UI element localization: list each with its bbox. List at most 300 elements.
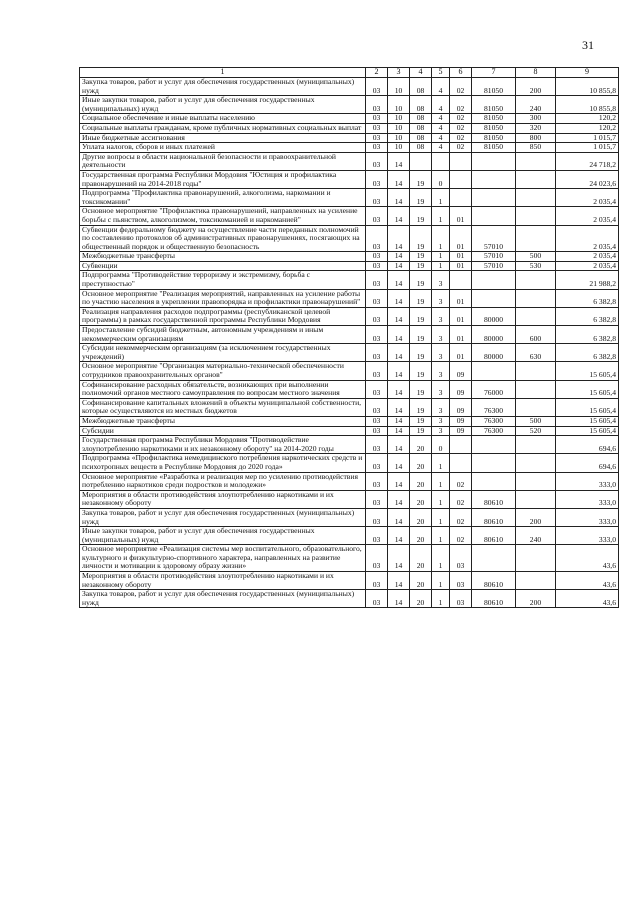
code-cell-c4: 08 bbox=[410, 123, 432, 133]
code-cell-c9: 15 605,4 bbox=[556, 380, 619, 398]
code-cell-c8: 530 bbox=[516, 261, 556, 271]
code-cell-c8: 320 bbox=[516, 123, 556, 133]
code-cell-c9: 694,6 bbox=[556, 454, 619, 472]
row-name-cell: Закупка товаров, работ и услуг для обеспечения государственных (муниципальных) нужд bbox=[80, 508, 366, 526]
code-cell-c9: 120,2 bbox=[556, 123, 619, 133]
code-cell-c5: 1 bbox=[432, 508, 450, 526]
code-cell-c2: 03 bbox=[366, 123, 388, 133]
code-cell-c3: 14 bbox=[388, 527, 410, 545]
code-cell-c3: 14 bbox=[388, 225, 410, 252]
row-name-cell: Подпрограмма «Профилактика немедицинского потребления наркотических средств и психотропных веществ в Республике Мордовия до 2020 года» bbox=[80, 454, 366, 472]
code-cell-c7 bbox=[472, 271, 516, 289]
code-cell-c8 bbox=[516, 545, 556, 572]
header-cell: 1 bbox=[80, 68, 366, 78]
code-cell-c4: 19 bbox=[410, 362, 432, 380]
code-cell-c3: 14 bbox=[388, 490, 410, 508]
code-cell-c5: 1 bbox=[432, 590, 450, 608]
code-cell-c4: 08 bbox=[410, 96, 432, 114]
row-name-cell: Государственная программа Республики Мордовия "Юстиция и профилактика правонарушений на 2014-2018 годы" bbox=[80, 170, 366, 188]
code-cell-c6: 02 bbox=[450, 78, 472, 96]
code-cell-c6 bbox=[450, 189, 472, 207]
code-cell-c5: 1 bbox=[432, 189, 450, 207]
code-cell-c4: 19 bbox=[410, 252, 432, 262]
row-name-cell: Основное мероприятие "Реализация мероприятий, направленных на усиление работы по участию населения в укреплении правопорядка и профилактики правонарушений" bbox=[80, 289, 366, 307]
code-cell-c6: 01 bbox=[450, 225, 472, 252]
code-cell-c3: 14 bbox=[388, 508, 410, 526]
code-cell-c5: 1 bbox=[432, 490, 450, 508]
code-cell-c5: 1 bbox=[432, 472, 450, 490]
code-cell-c7: 81050 bbox=[472, 78, 516, 96]
code-cell-c7: 81050 bbox=[472, 96, 516, 114]
code-cell-c4: 19 bbox=[410, 189, 432, 207]
code-cell-c4: 20 bbox=[410, 472, 432, 490]
code-cell-c3: 14 bbox=[388, 426, 410, 436]
code-cell-c5: 1 bbox=[432, 572, 450, 590]
code-cell-c2: 03 bbox=[366, 252, 388, 262]
code-cell-c2: 03 bbox=[366, 207, 388, 225]
code-cell-c2: 03 bbox=[366, 143, 388, 153]
row-name-cell: Основное мероприятие "Профилактика правонарушений, направленных на усиление борьбы с пьянством, алкоголизмом, токсикоманией и наркоманией" bbox=[80, 207, 366, 225]
code-cell-c7: 80610 bbox=[472, 508, 516, 526]
code-cell-c8: 600 bbox=[516, 326, 556, 344]
code-cell-c6 bbox=[450, 152, 472, 170]
code-cell-c5: 3 bbox=[432, 289, 450, 307]
code-cell-c9: 694,6 bbox=[556, 436, 619, 454]
code-cell-c2: 03 bbox=[366, 261, 388, 271]
table-row bbox=[80, 436, 619, 454]
code-cell-c9: 15 605,4 bbox=[556, 426, 619, 436]
code-cell-c5: 1 bbox=[432, 545, 450, 572]
table-row bbox=[80, 143, 619, 153]
code-cell-c3: 14 bbox=[388, 416, 410, 426]
code-cell-c3: 10 bbox=[388, 114, 410, 124]
code-cell-c8 bbox=[516, 307, 556, 325]
code-cell-c5: 1 bbox=[432, 252, 450, 262]
code-cell-c8: 500 bbox=[516, 416, 556, 426]
table-row bbox=[80, 207, 619, 225]
code-cell-c9: 2 035,4 bbox=[556, 189, 619, 207]
code-cell-c2: 03 bbox=[366, 152, 388, 170]
code-cell-c3: 14 bbox=[388, 307, 410, 325]
table-row bbox=[80, 344, 619, 362]
code-cell-c5 bbox=[432, 152, 450, 170]
code-cell-c9: 6 382,8 bbox=[556, 344, 619, 362]
table-row bbox=[80, 545, 619, 572]
code-cell-c7: 80000 bbox=[472, 307, 516, 325]
table-header-row bbox=[80, 68, 619, 78]
code-cell-c3: 10 bbox=[388, 143, 410, 153]
row-name-cell: Мероприятия в области противодействия злоупотреблению наркотиками и их незаконному обороту bbox=[80, 572, 366, 590]
row-name-cell: Межбюджетные трансферты bbox=[80, 252, 366, 262]
code-cell-c5: 3 bbox=[432, 326, 450, 344]
code-cell-c9: 15 605,4 bbox=[556, 362, 619, 380]
code-cell-c2: 03 bbox=[366, 289, 388, 307]
code-cell-c4: 20 bbox=[410, 527, 432, 545]
code-cell-c4: 19 bbox=[410, 398, 432, 416]
code-cell-c4: 19 bbox=[410, 225, 432, 252]
table-row bbox=[80, 416, 619, 426]
code-cell-c3: 14 bbox=[388, 170, 410, 188]
code-cell-c9: 6 382,8 bbox=[556, 326, 619, 344]
code-cell-c7 bbox=[472, 362, 516, 380]
table-row bbox=[80, 572, 619, 590]
code-cell-c2: 03 bbox=[366, 472, 388, 490]
row-name-cell: Государственная программа Республики Мордовия "Противодействие злоупотреблению наркотиками и их незаконному обороту" на 2014-2020 годы bbox=[80, 436, 366, 454]
code-cell-c7: 80610 bbox=[472, 572, 516, 590]
row-name-cell: Подпрограмма "Противодействие терроризму и экстремизму, борьба с преступностью" bbox=[80, 271, 366, 289]
code-cell-c6: 09 bbox=[450, 416, 472, 426]
code-cell-c8 bbox=[516, 572, 556, 590]
code-cell-c7: 76300 bbox=[472, 398, 516, 416]
table-row bbox=[80, 380, 619, 398]
code-cell-c4: 08 bbox=[410, 143, 432, 153]
table-row bbox=[80, 590, 619, 608]
code-cell-c9: 43,6 bbox=[556, 545, 619, 572]
code-cell-c4: 19 bbox=[410, 271, 432, 289]
header-cell: 5 bbox=[432, 68, 450, 78]
code-cell-c4: 08 bbox=[410, 114, 432, 124]
code-cell-c9: 6 382,8 bbox=[556, 289, 619, 307]
header-cell: 3 bbox=[388, 68, 410, 78]
code-cell-c6: 01 bbox=[450, 207, 472, 225]
code-cell-c7: 80610 bbox=[472, 527, 516, 545]
code-cell-c9: 120,2 bbox=[556, 114, 619, 124]
code-cell-c4 bbox=[410, 152, 432, 170]
code-cell-c3: 14 bbox=[388, 398, 410, 416]
table-row bbox=[80, 508, 619, 526]
code-cell-c2: 03 bbox=[366, 362, 388, 380]
code-cell-c7 bbox=[472, 152, 516, 170]
code-cell-c2: 03 bbox=[366, 545, 388, 572]
code-cell-c8: 630 bbox=[516, 344, 556, 362]
header-cell: 7 bbox=[472, 68, 516, 78]
table-row bbox=[80, 271, 619, 289]
code-cell-c5: 4 bbox=[432, 123, 450, 133]
code-cell-c4: 20 bbox=[410, 454, 432, 472]
code-cell-c6: 09 bbox=[450, 398, 472, 416]
code-cell-c3: 10 bbox=[388, 133, 410, 143]
code-cell-c2: 03 bbox=[366, 78, 388, 96]
code-cell-c5: 1 bbox=[432, 527, 450, 545]
code-cell-c8 bbox=[516, 207, 556, 225]
code-cell-c7 bbox=[472, 170, 516, 188]
code-cell-c3: 10 bbox=[388, 123, 410, 133]
code-cell-c4: 19 bbox=[410, 289, 432, 307]
table-row bbox=[80, 454, 619, 472]
code-cell-c2: 03 bbox=[366, 170, 388, 188]
code-cell-c8: 240 bbox=[516, 527, 556, 545]
code-cell-c9: 10 855,8 bbox=[556, 78, 619, 96]
code-cell-c7: 80000 bbox=[472, 344, 516, 362]
code-cell-c3: 14 bbox=[388, 472, 410, 490]
code-cell-c3: 10 bbox=[388, 78, 410, 96]
code-cell-c5: 3 bbox=[432, 307, 450, 325]
code-cell-c7 bbox=[472, 189, 516, 207]
row-name-cell: Субсидии bbox=[80, 426, 366, 436]
code-cell-c4: 19 bbox=[410, 380, 432, 398]
row-name-cell: Социальные выплаты гражданам, кроме публичных нормативных социальных выплат bbox=[80, 123, 366, 133]
code-cell-c6: 02 bbox=[450, 472, 472, 490]
row-name-cell: Иные бюджетные ассигнования bbox=[80, 133, 366, 143]
row-name-cell: Основное мероприятие «Разработка и реализация мер по усилению противодействия потреблению наркотиков среди подростков и молодежи» bbox=[80, 472, 366, 490]
code-cell-c7: 76000 bbox=[472, 380, 516, 398]
row-name-cell: Иные закупки товаров, работ и услуг для обеспечения государственных (муниципальных) нужд bbox=[80, 96, 366, 114]
code-cell-c8: 800 bbox=[516, 133, 556, 143]
code-cell-c9: 333,0 bbox=[556, 490, 619, 508]
code-cell-c6: 03 bbox=[450, 545, 472, 572]
code-cell-c8: 500 bbox=[516, 252, 556, 262]
code-cell-c5: 1 bbox=[432, 261, 450, 271]
code-cell-c6: 01 bbox=[450, 252, 472, 262]
table-row bbox=[80, 96, 619, 114]
code-cell-c9: 10 855,8 bbox=[556, 96, 619, 114]
header-cell: 6 bbox=[450, 68, 472, 78]
code-cell-c2: 03 bbox=[366, 398, 388, 416]
row-name-cell: Субвенции bbox=[80, 261, 366, 271]
code-cell-c5: 1 bbox=[432, 454, 450, 472]
code-cell-c7 bbox=[472, 289, 516, 307]
code-cell-c4: 20 bbox=[410, 436, 432, 454]
code-cell-c7: 76300 bbox=[472, 416, 516, 426]
code-cell-c6: 01 bbox=[450, 261, 472, 271]
code-cell-c6: 09 bbox=[450, 362, 472, 380]
code-cell-c3: 14 bbox=[388, 271, 410, 289]
code-cell-c2: 03 bbox=[366, 225, 388, 252]
code-cell-c7 bbox=[472, 545, 516, 572]
code-cell-c3: 14 bbox=[388, 362, 410, 380]
code-cell-c6: 02 bbox=[450, 527, 472, 545]
table-row bbox=[80, 307, 619, 325]
code-cell-c2: 03 bbox=[366, 416, 388, 426]
code-cell-c7: 81050 bbox=[472, 114, 516, 124]
code-cell-c8: 200 bbox=[516, 508, 556, 526]
table-row bbox=[80, 398, 619, 416]
code-cell-c3: 14 bbox=[388, 252, 410, 262]
table-row bbox=[80, 78, 619, 96]
code-cell-c8 bbox=[516, 490, 556, 508]
code-cell-c5: 3 bbox=[432, 344, 450, 362]
code-cell-c5: 0 bbox=[432, 436, 450, 454]
code-cell-c9: 43,6 bbox=[556, 590, 619, 608]
code-cell-c4: 20 bbox=[410, 490, 432, 508]
code-cell-c4: 20 bbox=[410, 590, 432, 608]
code-cell-c3: 14 bbox=[388, 572, 410, 590]
code-cell-c6: 01 bbox=[450, 344, 472, 362]
code-cell-c6: 09 bbox=[450, 426, 472, 436]
row-name-cell: Другие вопросы в области национальной безопасности и правоохранительной деятельности bbox=[80, 152, 366, 170]
code-cell-c3: 10 bbox=[388, 96, 410, 114]
code-cell-c4: 08 bbox=[410, 78, 432, 96]
row-name-cell: Подпрограмма "Профилактика правонарушений, алкоголизма, наркомании и токсикомании" bbox=[80, 189, 366, 207]
code-cell-c8 bbox=[516, 170, 556, 188]
code-cell-c4: 19 bbox=[410, 207, 432, 225]
code-cell-c4: 19 bbox=[410, 426, 432, 436]
code-cell-c8: 200 bbox=[516, 590, 556, 608]
code-cell-c6: 01 bbox=[450, 307, 472, 325]
code-cell-c5: 3 bbox=[432, 426, 450, 436]
code-cell-c5: 4 bbox=[432, 96, 450, 114]
code-cell-c7: 81050 bbox=[472, 123, 516, 133]
code-cell-c3: 14 bbox=[388, 344, 410, 362]
code-cell-c5: 4 bbox=[432, 78, 450, 96]
code-cell-c6: 02 bbox=[450, 143, 472, 153]
code-cell-c4: 20 bbox=[410, 572, 432, 590]
code-cell-c9: 333,0 bbox=[556, 472, 619, 490]
header-cell: 4 bbox=[410, 68, 432, 78]
code-cell-c6 bbox=[450, 436, 472, 454]
code-cell-c7: 81050 bbox=[472, 133, 516, 143]
table-row bbox=[80, 189, 619, 207]
page-number: 31 bbox=[582, 38, 594, 52]
code-cell-c2: 03 bbox=[366, 436, 388, 454]
code-cell-c9: 24 718,2 bbox=[556, 152, 619, 170]
code-cell-c9: 21 988,2 bbox=[556, 271, 619, 289]
code-cell-c9: 2 035,4 bbox=[556, 261, 619, 271]
code-cell-c8 bbox=[516, 454, 556, 472]
code-cell-c3: 14 bbox=[388, 545, 410, 572]
code-cell-c6: 01 bbox=[450, 289, 472, 307]
row-name-cell: Межбюджетные трансферты bbox=[80, 416, 366, 426]
code-cell-c8 bbox=[516, 152, 556, 170]
code-cell-c4: 19 bbox=[410, 416, 432, 426]
table-row bbox=[80, 225, 619, 252]
code-cell-c5: 3 bbox=[432, 362, 450, 380]
code-cell-c7 bbox=[472, 207, 516, 225]
row-name-cell: Субсидии некоммерческим организациям (за исключением государственных учреждений) bbox=[80, 344, 366, 362]
code-cell-c3: 14 bbox=[388, 436, 410, 454]
code-cell-c7: 80610 bbox=[472, 490, 516, 508]
code-cell-c4: 20 bbox=[410, 508, 432, 526]
table-row bbox=[80, 123, 619, 133]
code-cell-c6: 09 bbox=[450, 380, 472, 398]
code-cell-c2: 03 bbox=[366, 326, 388, 344]
code-cell-c4: 19 bbox=[410, 307, 432, 325]
table-row bbox=[80, 152, 619, 170]
code-cell-c2: 03 bbox=[366, 454, 388, 472]
row-name-cell: Иные закупки товаров, работ и услуг для обеспечения государственных (муниципальных) нужд bbox=[80, 527, 366, 545]
code-cell-c2: 03 bbox=[366, 527, 388, 545]
code-cell-c6: 01 bbox=[450, 326, 472, 344]
row-name-cell: Софинансирование капитальных вложений в объекты муниципальной собственности, которые осуществляются из местных бюджетов bbox=[80, 398, 366, 416]
code-cell-c9: 333,0 bbox=[556, 527, 619, 545]
code-cell-c7: 80000 bbox=[472, 326, 516, 344]
code-cell-c2: 03 bbox=[366, 114, 388, 124]
code-cell-c3: 14 bbox=[388, 152, 410, 170]
table-row bbox=[80, 289, 619, 307]
code-cell-c9: 15 605,4 bbox=[556, 416, 619, 426]
row-name-cell: Софинансирование расходных обязательств, возникающих при выполнении полномочий органов местного самоуправления по вопросам местного значения bbox=[80, 380, 366, 398]
code-cell-c5: 0 bbox=[432, 170, 450, 188]
code-cell-c5: 4 bbox=[432, 133, 450, 143]
code-cell-c4: 19 bbox=[410, 261, 432, 271]
code-cell-c4: 19 bbox=[410, 344, 432, 362]
code-cell-c4: 19 bbox=[410, 326, 432, 344]
code-cell-c5: 1 bbox=[432, 225, 450, 252]
code-cell-c6: 02 bbox=[450, 96, 472, 114]
row-name-cell: Мероприятия в области противодействия злоупотреблению наркотиками и их незаконному обороту bbox=[80, 490, 366, 508]
code-cell-c4: 08 bbox=[410, 133, 432, 143]
code-cell-c7: 81050 bbox=[472, 143, 516, 153]
code-cell-c7: 57010 bbox=[472, 261, 516, 271]
code-cell-c7: 57010 bbox=[472, 225, 516, 252]
code-cell-c3: 14 bbox=[388, 207, 410, 225]
table-row bbox=[80, 527, 619, 545]
code-cell-c9: 1 015,7 bbox=[556, 143, 619, 153]
code-cell-c2: 03 bbox=[366, 426, 388, 436]
code-cell-c8 bbox=[516, 436, 556, 454]
code-cell-c6: 03 bbox=[450, 572, 472, 590]
code-cell-c8 bbox=[516, 271, 556, 289]
row-name-cell: Уплата налогов, сборов и иных платежей bbox=[80, 143, 366, 153]
table-row bbox=[80, 362, 619, 380]
code-cell-c5: 3 bbox=[432, 271, 450, 289]
row-name-cell: Предоставление субсидий бюджетным, автономным учреждениям и иным некоммерческим организациям bbox=[80, 326, 366, 344]
row-name-cell: Реализация направления расходов подпрограммы (республиканской целевой программы) в рамках государственной программы Республики Мордовия bbox=[80, 307, 366, 325]
table-row bbox=[80, 490, 619, 508]
code-cell-c6: 02 bbox=[450, 490, 472, 508]
code-cell-c2: 03 bbox=[366, 590, 388, 608]
code-cell-c5: 3 bbox=[432, 380, 450, 398]
code-cell-c9: 1 015,7 bbox=[556, 133, 619, 143]
row-name-cell: Субвенции федеральному бюджету на осуществление части переданных полномочий по составлению протоколов об административных правонарушениях, посягающих на общественный порядок и общественную безопасность bbox=[80, 225, 366, 252]
code-cell-c2: 03 bbox=[366, 133, 388, 143]
code-cell-c9: 43,6 bbox=[556, 572, 619, 590]
code-cell-c5: 3 bbox=[432, 416, 450, 426]
code-cell-c7 bbox=[472, 472, 516, 490]
code-cell-c8: 850 bbox=[516, 143, 556, 153]
code-cell-c8: 200 bbox=[516, 78, 556, 96]
code-cell-c6: 03 bbox=[450, 590, 472, 608]
code-cell-c7: 57010 bbox=[472, 252, 516, 262]
code-cell-c9: 6 382,8 bbox=[556, 307, 619, 325]
code-cell-c3: 14 bbox=[388, 590, 410, 608]
code-cell-c3: 14 bbox=[388, 289, 410, 307]
code-cell-c4: 20 bbox=[410, 545, 432, 572]
code-cell-c6: 02 bbox=[450, 508, 472, 526]
code-cell-c3: 14 bbox=[388, 326, 410, 344]
code-cell-c3: 14 bbox=[388, 454, 410, 472]
table-row bbox=[80, 472, 619, 490]
code-cell-c8 bbox=[516, 225, 556, 252]
code-cell-c9: 2 035,4 bbox=[556, 252, 619, 262]
code-cell-c8: 300 bbox=[516, 114, 556, 124]
code-cell-c2: 03 bbox=[366, 490, 388, 508]
code-cell-c8: 520 bbox=[516, 426, 556, 436]
code-cell-c3: 14 bbox=[388, 189, 410, 207]
code-cell-c8: 240 bbox=[516, 96, 556, 114]
code-cell-c7: 80610 bbox=[472, 590, 516, 608]
code-cell-c2: 03 bbox=[366, 189, 388, 207]
code-cell-c7: 76300 bbox=[472, 426, 516, 436]
code-cell-c9: 15 605,4 bbox=[556, 398, 619, 416]
code-cell-c8 bbox=[516, 289, 556, 307]
code-cell-c5: 4 bbox=[432, 143, 450, 153]
row-name-cell: Основное мероприятие "Организация материально-технической обеспеченности сотрудников правоохранительных органов" bbox=[80, 362, 366, 380]
code-cell-c8 bbox=[516, 362, 556, 380]
code-cell-c5: 3 bbox=[432, 398, 450, 416]
code-cell-c9: 2 035,4 bbox=[556, 225, 619, 252]
header-cell: 8 bbox=[516, 68, 556, 78]
row-name-cell: Основное мероприятие «Реализация системы мер воспитательного, образовательного, культурного и физкультурно-спортивного характера, направленных на развитие личности и мотивации к здоровому образу жизни» bbox=[80, 545, 366, 572]
code-cell-c5: 4 bbox=[432, 114, 450, 124]
budget-table bbox=[79, 67, 619, 608]
code-cell-c2: 03 bbox=[366, 344, 388, 362]
code-cell-c3: 14 bbox=[388, 380, 410, 398]
header-cell: 9 bbox=[556, 68, 619, 78]
table-row bbox=[80, 326, 619, 344]
code-cell-c7 bbox=[472, 454, 516, 472]
code-cell-c8 bbox=[516, 398, 556, 416]
